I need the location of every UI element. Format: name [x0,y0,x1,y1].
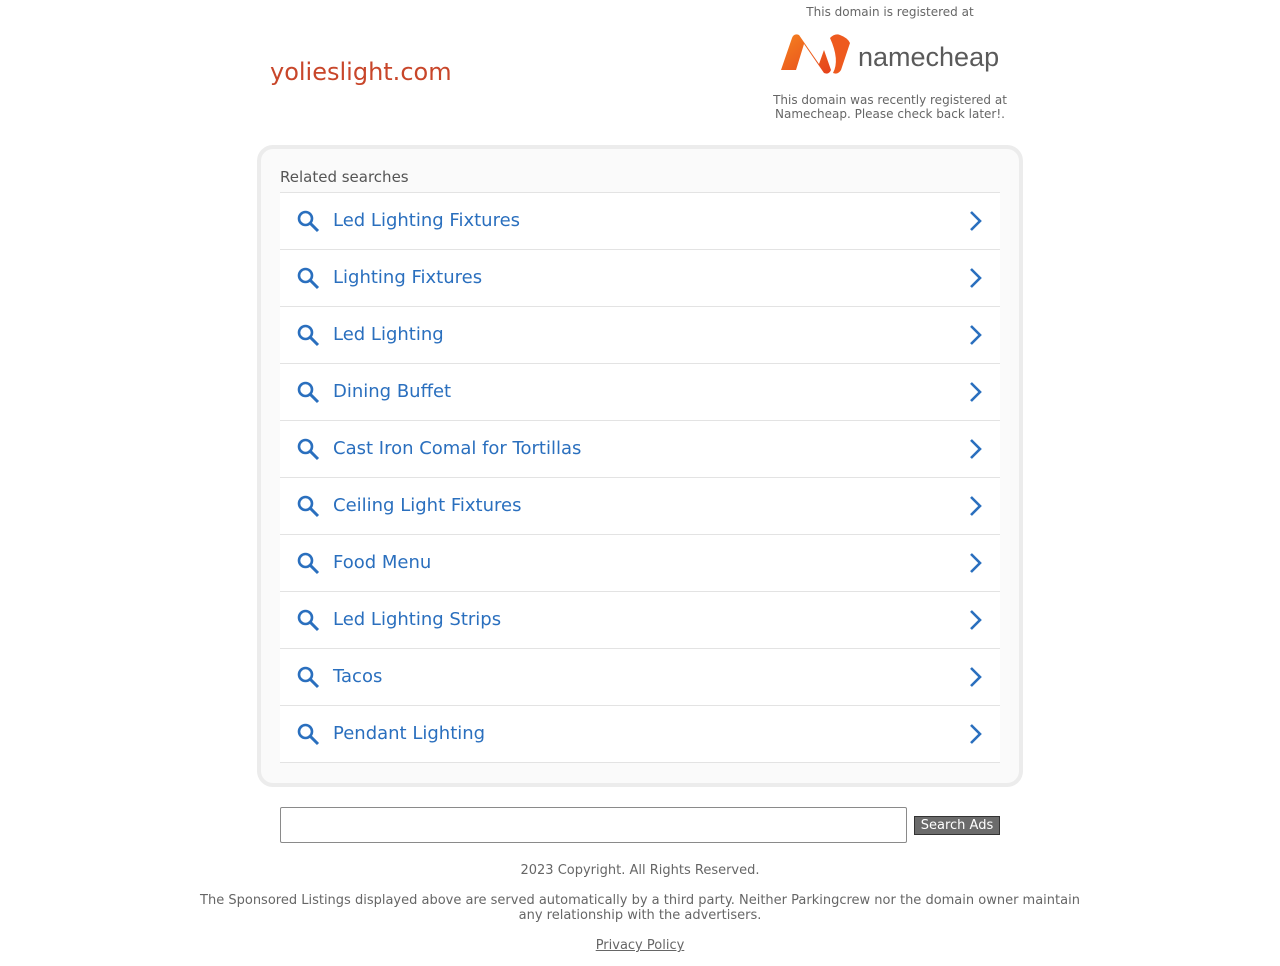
chevron-right-icon [964,267,986,289]
search-icon [296,665,320,689]
related-search-label: Ceiling Light Fixtures [333,495,522,516]
search-icon [296,266,320,290]
registered-at-text: This domain is registered at [806,5,974,19]
related-search-item[interactable] [280,535,1000,592]
related-search-label: Led Lighting Fixtures [333,210,521,231]
chevron-right-icon [964,210,986,232]
chevron-right-icon [964,609,986,631]
related-searches-heading: Related searches [280,168,409,186]
related-search-item[interactable] [280,307,1000,364]
related-search-item[interactable] [280,592,1000,649]
search-icon [296,437,320,461]
search-icon [296,323,320,347]
search-ads-button[interactable]: Search Ads [914,816,1000,835]
related-search-label: Food Menu [333,552,432,573]
namecheap-logo-text: namecheap [858,42,1000,72]
related-search-label: Tacos [333,666,383,687]
related-search-label: Pendant Lighting [333,723,486,744]
related-search-item[interactable] [280,706,1000,763]
search-icon [296,209,320,233]
search-icon [296,380,320,404]
chevron-right-icon [964,552,986,574]
related-search-label: Lighting Fixtures [333,267,483,288]
search-icon [296,722,320,746]
related-search-label: Led Lighting [333,324,444,345]
chevron-right-icon [964,381,986,403]
related-searches-list [280,192,1000,763]
related-search-item[interactable] [280,421,1000,478]
related-search-label: Dining Buffet [333,381,452,402]
chevron-right-icon [964,438,986,460]
chevron-right-icon [964,495,986,517]
chevron-right-icon [964,666,986,688]
related-search-item[interactable] [280,478,1000,535]
related-search-label: Cast Iron Comal for Tortillas [333,438,582,459]
copyright-text: 2023 Copyright. All Rights Reserved. [520,863,760,878]
search-icon [296,494,320,518]
search-icon [296,608,320,632]
related-search-item[interactable] [280,364,1000,421]
related-search-item[interactable] [280,193,1000,250]
disclaimer-text: The Sponsored Listings displayed above are served automatically by a third party. Neither Parkingcrew nor the domain owner maintain any relationship with the advertisers. [200,893,1080,923]
search-input[interactable] [280,807,907,843]
privacy-policy-link[interactable]: Privacy Policy [595,938,685,953]
namecheap-logo[interactable] [778,30,1000,78]
related-search-label: Led Lighting Strips [333,609,502,630]
search-icon [296,551,320,575]
privacy-policy-row [0,938,1280,953]
domain-title[interactable]: yolieslight.com [270,58,452,86]
related-search-item[interactable] [280,250,1000,307]
chevron-right-icon [964,324,986,346]
chevron-right-icon [964,723,986,745]
related-search-item[interactable] [280,649,1000,706]
registration-note: This domain was recently registered at Namecheap. Please check back later!. [773,93,1007,121]
